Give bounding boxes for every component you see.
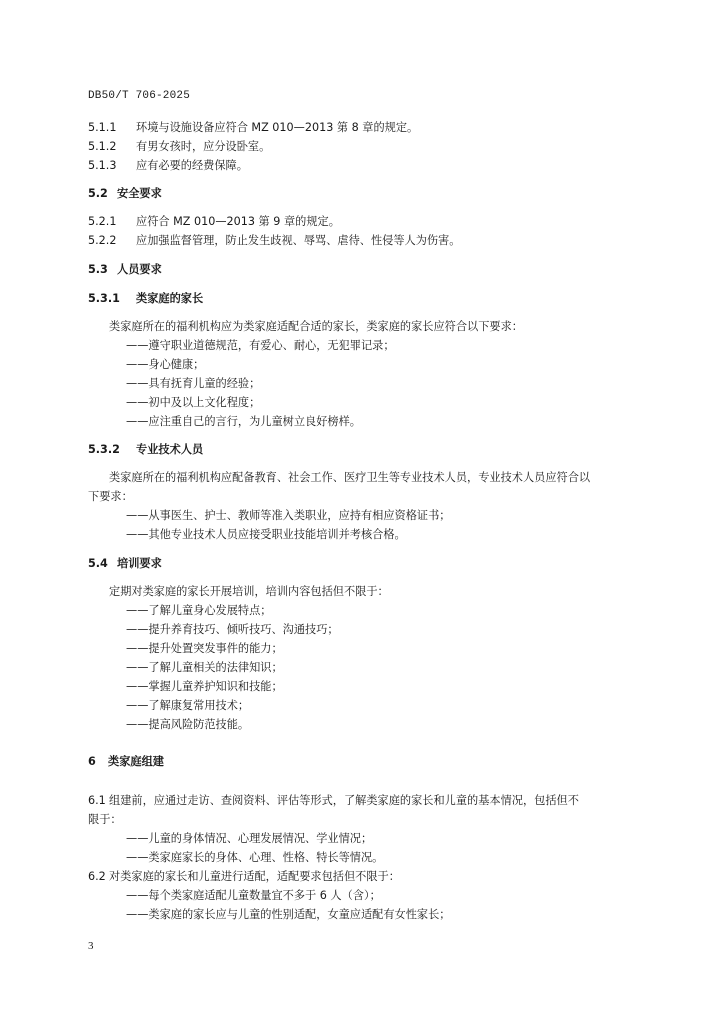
clause-text: 应加强监督管理，防止发生歧视、辱骂、虐待、性侵等人为伤害。: [136, 234, 461, 247]
list-item: ——了解康复常用技术；: [126, 699, 250, 712]
clause-number: 6.2: [88, 870, 106, 883]
subsection-heading-5-3-2: [88, 443, 203, 457]
clause-5-1-2: [88, 140, 270, 154]
section-heading-5-3: [88, 263, 162, 277]
section-number: 5.2: [88, 187, 108, 200]
section-number: 5.3: [88, 263, 108, 276]
list-item: ——提升处置突发事件的能力；: [126, 642, 283, 655]
paragraph-continuation: 下要求：: [88, 490, 133, 503]
clause-text: 有男女孩时，应分设卧室。: [136, 140, 271, 153]
list-item: ——类家庭的家长应与儿童的性别适配，女童应适配有女性家长；: [126, 908, 451, 921]
clause-5-1-1: [88, 121, 418, 135]
clause-continuation: 限于：: [88, 813, 122, 826]
list-item: ——了解儿童相关的法律知识；: [126, 661, 283, 674]
clause-number: 5.1.1: [88, 121, 117, 134]
paragraph: 类家庭所在的福利机构应为类家庭适配合适的家长，类家庭的家长应符合以下要求：: [109, 320, 523, 333]
list-item: ——初中及以上文化程度；: [126, 396, 261, 409]
list-item: ——掌握儿童养护知识和技能；: [126, 680, 283, 693]
clause-number: 5.1.2: [88, 140, 117, 153]
clause-text: 环境与设施设备应符合 MZ 010—2013 第 8 章的规定。: [136, 121, 419, 134]
section-title: 培训要求: [117, 557, 162, 570]
chapter-title: 类家庭组建: [108, 755, 164, 768]
clause-5-2-1: [88, 215, 340, 229]
list-item: ——其他专业技术人员应接受职业技能培训并考核合格。: [126, 528, 406, 541]
clause-text: 应符合 MZ 010—2013 第 9 章的规定。: [136, 215, 340, 228]
section-number: 5.4: [88, 557, 108, 570]
clause-5-2-2: [88, 234, 460, 248]
chapter-number: 6: [88, 755, 96, 768]
section-title: 安全要求: [117, 187, 162, 200]
section-heading-5-2: [88, 187, 162, 201]
list-item: ——儿童的身体情况、心理发展情况、学业情况；: [126, 832, 373, 845]
paragraph: 定期对类家庭的家长开展培训，培训内容包括但不限于：: [109, 585, 389, 598]
clause-number: 5.2.1: [88, 215, 117, 228]
clause-text: 组建前，应通过走访、查阅资料、评估等形式，了解类家庭的家长和儿童的基本情况，包括但不: [109, 794, 579, 807]
list-item: ——身心健康；: [126, 358, 205, 371]
list-item: ——遵守职业道德规范，有爱心、耐心，无犯罪记录；: [126, 339, 395, 352]
page-number: 3: [88, 940, 94, 952]
list-item: ——类家庭家长的身体、心理、性格、特长等情况。: [126, 851, 384, 864]
section-heading-5-4: [88, 557, 162, 571]
clause-5-1-3: [88, 159, 248, 173]
clause-text: 应有必要的经费保障。: [136, 159, 248, 172]
list-item: ——提高风险防范技能。: [126, 718, 250, 731]
list-item: ——每个类家庭适配儿童数量宜不多于 6 人（含）；: [126, 889, 381, 902]
subsection-heading-5-3-1: [88, 292, 203, 306]
list-item: ——应注重自己的言行，为儿童树立良好榜样。: [126, 415, 361, 428]
clause-number: 5.1.3: [88, 159, 117, 172]
clause-text: 对类家庭的家长和儿童进行适配，适配要求包括但不限于：: [109, 870, 400, 883]
list-item: ——从事医生、护士、教师等准入类职业，应持有相应资格证书；: [126, 509, 451, 522]
section-title: 人员要求: [117, 263, 162, 276]
clause-6-2: [88, 870, 400, 884]
clause-6-1: [88, 794, 579, 808]
clause-number: 5.2.2: [88, 234, 117, 247]
subsection-number: 5.3.1: [88, 292, 120, 305]
chapter-heading-6: [88, 755, 164, 769]
subsection-title: 专业技术人员: [136, 443, 204, 456]
subsection-number: 5.3.2: [88, 443, 120, 456]
list-item: ——具有抚育儿童的经验；: [126, 377, 261, 390]
list-item: ——了解儿童身心发展特点；: [126, 604, 272, 617]
clause-number: 6.1: [88, 794, 106, 807]
list-item: ——提升养育技巧、倾听技巧、沟通技巧；: [126, 623, 339, 636]
paragraph: 类家庭所在的福利机构应配备教育、社会工作、医疗卫生等专业技术人员，专业技术人员应符合以: [109, 471, 591, 484]
document-code: DB50/T 706-2025: [88, 90, 191, 102]
subsection-title: 类家庭的家长: [136, 292, 204, 305]
